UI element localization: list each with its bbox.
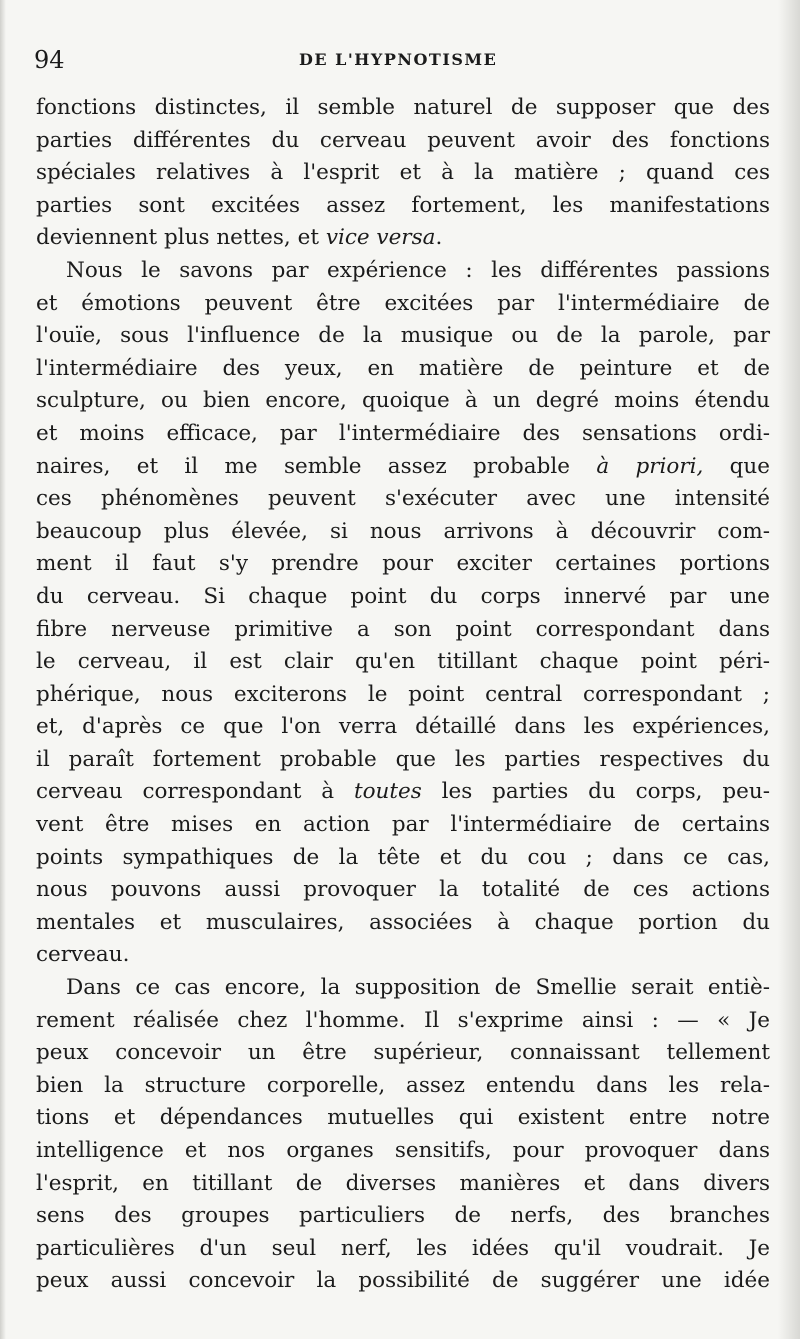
line-text: bien la structure corporelle, assez entendu dans les rela-	[36, 1072, 770, 1098]
italic-text: à priori,	[596, 453, 704, 479]
text-line	[36, 1265, 770, 1298]
line-text: nous pouvons aussi provoquer la totalité de ces actions	[36, 877, 770, 903]
line-text: .	[435, 225, 443, 251]
text-line	[36, 679, 770, 712]
text-line	[36, 711, 770, 744]
line-text: points sympathiques de la tête et du cou ; dans ce cas,	[36, 844, 770, 870]
text-line	[36, 939, 770, 972]
line-text: il paraît fortement probable que les parties respectives du	[36, 746, 770, 772]
line-text: Dans ce cas encore, la supposition de Smellie serait entiè-	[66, 975, 770, 1001]
line-text: l'esprit, en titillant de diverses manières et dans divers	[36, 1170, 770, 1196]
page-edge-left	[0, 0, 6, 1339]
line-text: peux concevoir un être supérieur, connaissant tellement	[36, 1040, 770, 1066]
text-line	[36, 842, 770, 875]
text-line	[36, 222, 770, 255]
page-edge-right	[778, 0, 800, 1339]
line-text: et émotions peuvent être excitées par l'intermédiaire de	[36, 290, 770, 316]
line-text: tions et dépendances mutuelles qui existent entre notre	[36, 1105, 770, 1131]
text-line	[36, 744, 770, 777]
text-line	[36, 92, 770, 125]
line-text: fonctions distinctes, il semble naturel de supposer que des	[36, 95, 770, 120]
line-text: l'intermédiaire des yeux, en matière de peinture et de	[36, 355, 770, 381]
text-line	[36, 907, 770, 940]
text-line	[36, 255, 770, 288]
line-text: spéciales relatives à l'esprit et à la matière ; quand ces	[36, 160, 770, 186]
text-line	[36, 614, 770, 647]
line-text: ces phénomènes peuvent s'exécuter avec une intensité	[36, 486, 770, 512]
text-line	[36, 1200, 770, 1233]
line-text: deviennent plus nettes, et	[36, 225, 326, 251]
line-text: Nous le savons par expérience : les différentes passions	[66, 257, 770, 283]
body-text	[36, 92, 770, 1298]
page-header	[34, 44, 768, 76]
text-line	[36, 972, 770, 1005]
line-text: et, d'après ce que l'on verra détaillé dans les expériences,	[36, 714, 770, 740]
text-line	[36, 353, 770, 386]
italic-text: vice versa	[325, 225, 436, 251]
text-line	[36, 1070, 770, 1103]
line-text: sculpture, ou bien encore, quoique à un degré moins étendu	[36, 388, 770, 414]
line-text: et moins efficace, par l'intermédiaire des sensations ordi-	[36, 420, 770, 446]
line-text: mentales et musculaires, associées à chaque portion du	[36, 909, 770, 935]
text-line	[36, 548, 770, 581]
line-text: vent être mises en action par l'intermédiaire de certains	[36, 812, 770, 838]
text-line	[36, 483, 770, 516]
text-line	[36, 1233, 770, 1266]
line-text: peux aussi concevoir la possibilité de suggérer une idée	[36, 1268, 770, 1294]
text-line	[36, 288, 770, 321]
text-line	[36, 874, 770, 907]
text-line	[36, 1037, 770, 1070]
line-text: ment il faut s'y prendre pour exciter certaines portions	[36, 551, 770, 577]
line-text: les parties du corps, peu-	[421, 779, 770, 805]
line-text: cerveau.	[36, 942, 130, 968]
line-text: fibre nerveuse primitive a son point correspondant dans	[36, 616, 770, 642]
line-text: intelligence et nos organes sensitifs, pour provoquer dans	[36, 1138, 770, 1163]
text-line	[36, 451, 770, 484]
line-text: rement réalisée chez l'homme. Il s'exprime ainsi : — « Je	[36, 1007, 770, 1033]
line-text: beaucoup plus élevée, si nous arrivons à découvrir com-	[36, 518, 770, 544]
text-line	[36, 418, 770, 451]
text-line	[36, 190, 770, 223]
line-text: cerveau correspondant à	[36, 779, 354, 805]
line-text: phérique, nous exciterons le point central correspondant ;	[36, 681, 770, 707]
text-line	[36, 1135, 770, 1168]
line-text: parties différentes du cerveau peuvent avoir des fonctions	[36, 127, 770, 153]
text-line	[36, 320, 770, 353]
text-line	[36, 1168, 770, 1201]
text-line	[36, 125, 770, 158]
text-line	[36, 385, 770, 418]
text-line	[36, 1005, 770, 1038]
line-text: parties sont excitées assez fortement, les manifestations	[36, 192, 770, 218]
text-line	[36, 157, 770, 190]
page-number: 94	[34, 46, 65, 74]
text-line	[36, 1102, 770, 1135]
text-line	[36, 809, 770, 842]
running-head: DE L'HYPNOTISME	[299, 50, 498, 69]
line-text: sens des groupes particuliers de nerfs, des branches	[36, 1203, 770, 1229]
italic-text: toutes	[353, 779, 422, 805]
text-line	[36, 516, 770, 549]
line-text: l'ouïe, sous l'influence de la musique ou de la parole, par	[36, 323, 770, 349]
text-line	[36, 776, 770, 809]
line-text: du cerveau. Si chaque point du corps innervé par une	[36, 583, 770, 609]
line-text: que	[703, 453, 770, 479]
line-text: le cerveau, il est clair qu'en titillant chaque point péri-	[36, 649, 770, 675]
line-text: particulières d'un seul nerf, les idées qu'il voudrait. Je	[36, 1235, 770, 1261]
text-line	[36, 581, 770, 614]
text-line	[36, 646, 770, 679]
line-text: naires, et il me semble assez probable	[36, 453, 597, 479]
